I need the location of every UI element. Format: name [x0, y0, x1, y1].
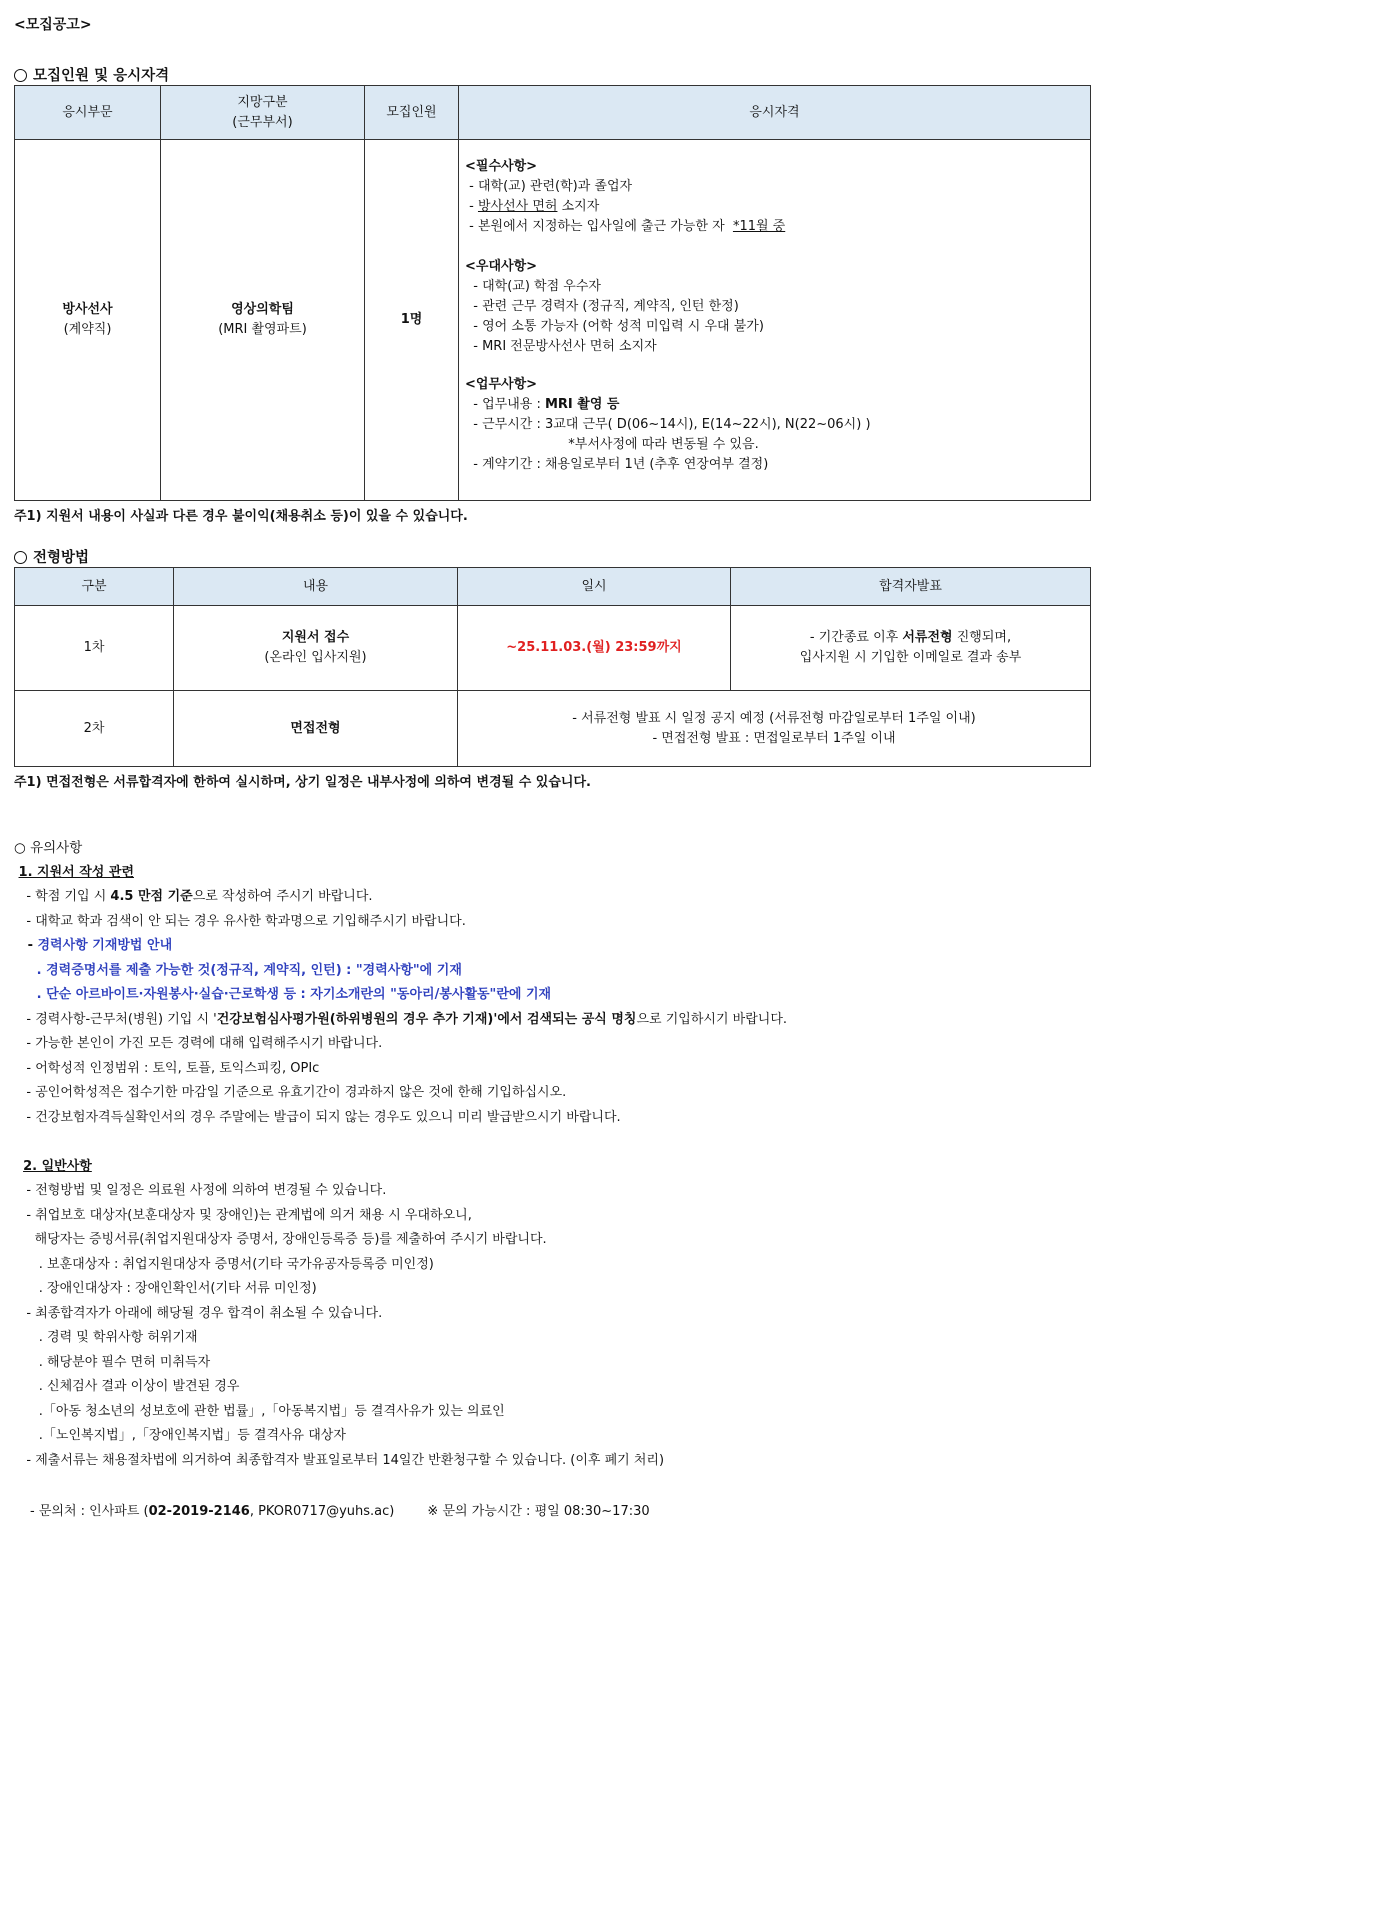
required-item-2	[465, 197, 1090, 217]
recruitment-row	[15, 140, 1091, 501]
stage-1-result-line2: 입사지원 시 기입한 이메일로 결과 송부	[799, 650, 1022, 665]
recruitment-note: 주1) 지원서 내용이 사실과 다른 경우 불이익(채용취소 등)이 있을 수 있습니다.	[14, 509, 468, 524]
duties-content-bold: MRI 촬영 등	[544, 397, 620, 412]
stage-1-content-sub: (온라인 입사지원)	[264, 650, 367, 665]
notice-line-suffix: 으로 작성하여 주시기 바랍니다.	[192, 889, 373, 904]
notice-line-career-simple: . 단순 아르바이트·자원봉사·실습·근로학생 등 : 자기소개란의 "동아리/봉사활동"란에 기재	[14, 987, 552, 1002]
notice-subsection-2-title-text: 2. 일반사항	[23, 1158, 92, 1174]
header-stage: 구분	[15, 568, 174, 606]
header-content: 내용	[174, 568, 458, 606]
header-date: 일시	[458, 568, 731, 606]
required-heading: <필수사항>	[465, 159, 538, 174]
section-recruitment-title	[14, 64, 169, 85]
notice-section	[14, 836, 1104, 1473]
header-division: 응시부문	[15, 86, 161, 140]
required-item-2-underlined: 방사선사 면허	[477, 199, 558, 214]
selection-table	[14, 567, 1091, 767]
notice-line: - 건강보험자격득실확인서의 경우 주말에는 발급이 되지 않는 경우도 있으니 미리 발급받으시기 바랍니다.	[14, 1109, 621, 1125]
notice-subsection-1-title-text: 1. 지원서 작성 관련	[18, 864, 134, 880]
header-department-line1: 지망구분	[237, 94, 288, 110]
department-part: (MRI 촬영파트)	[218, 322, 307, 337]
stage-2-schedule	[458, 691, 1091, 767]
notice-line: - 대학교 학과 검색이 안 되는 경우 유사한 학과명으로 기입해주시기 바랍니다.	[14, 913, 466, 929]
selection-row-1	[15, 606, 1091, 691]
notice-line-bold: 4.5 만점 기준	[110, 889, 193, 904]
notice-line: .「노인복지법」,「장애인복지법」등 결격사유 대상자	[14, 1428, 346, 1443]
division-name: 방사선사	[62, 302, 113, 317]
notice-line: - 공인어학성적은 접수기한 마감일 기준으로 유효기간이 경과하지 않은 것에 한해 기입하십시오.	[14, 1085, 567, 1100]
preferred-item: - MRI 전문방사선사 면허 소지자	[465, 339, 657, 354]
notice-line	[14, 885, 1104, 910]
cell-headcount: 1명	[365, 140, 459, 501]
stage-1-result-suffix: 진행되며,	[952, 630, 1012, 645]
required-item-3	[465, 217, 1090, 237]
required-item-2-prefix: -	[465, 199, 478, 214]
department-name: 영상의학팀	[231, 302, 294, 317]
duties-hours-note: *부서사정에 따라 변동될 수 있음.	[465, 437, 759, 452]
stage-1: 1차	[15, 606, 174, 691]
preferred-item: - 대학(교) 학점 우수자	[465, 279, 601, 294]
division-type: (계약직)	[63, 322, 112, 337]
notice-subsection-1-title	[14, 861, 1104, 886]
notice-subsection-2-title	[14, 1155, 1104, 1180]
required-item-3-underlined: *11월 중	[732, 219, 786, 234]
selection-row-2	[15, 691, 1091, 767]
notice-line: - 취업보호 대상자(보훈대상자 및 장애인)는 관계법에 의거 채용 시 우대하오니,	[14, 1207, 472, 1223]
preferred-heading: <우대사항>	[465, 259, 538, 274]
stage-2: 2차	[15, 691, 174, 767]
circle-bullet-icon	[14, 69, 27, 82]
stage-1-content	[174, 606, 458, 691]
notice-line: . 해당분야 필수 면허 미취득자	[14, 1354, 211, 1370]
stage-1-result-bold: 서류전형	[902, 630, 953, 645]
duties-hours: - 근무시간 : 3교대 근무( D(06~14시), E(14~22시), N(22~06시) )	[465, 417, 871, 432]
contact-info	[30, 1500, 650, 1519]
stage-1-result-line1	[732, 628, 1089, 648]
stage-1-date: ~25.11.03.(월) 23:59까지	[458, 606, 731, 691]
duties-heading: <업무사항>	[465, 377, 538, 392]
notice-line-career-certified: . 경력증명서를 제출 가능한 것(정규직, 계약직, 인턴) : "경력사항"에 기재	[14, 962, 462, 978]
header-department-line2: (근무부서)	[232, 114, 293, 130]
contact-email: , PKOR0717@yuhs.ac)	[249, 1504, 395, 1519]
duties-period: - 계약기간 : 채용일로부터 1년 (추후 연장여부 결정)	[465, 457, 769, 472]
selection-note: 주1) 면접전형은 서류합격자에 한하여 실시하며, 상기 일정은 내부사정에 의하여 변경될 수 있습니다.	[14, 775, 591, 790]
section-selection-title-text: 전형방법	[33, 550, 90, 566]
selection-header-row	[15, 568, 1091, 606]
cell-division	[15, 140, 161, 501]
stage-2-schedule-line1: - 서류전형 발표 시 일정 공지 예정 (서류전형 마감일로부터 1주일 이내)	[572, 710, 976, 726]
notice-line: - 최종합격자가 아래에 해당될 경우 합격이 취소될 수 있습니다.	[14, 1305, 383, 1321]
page-title: <모집공고>	[14, 17, 92, 33]
duties-content-prefix: - 업무내용 :	[465, 397, 545, 412]
stage-1-content-title: 지원서 접수	[281, 630, 350, 645]
preferred-item: - 영어 소통 가능자 (어학 성적 미입력 시 우대 불가)	[465, 319, 764, 334]
recruitment-header-row	[15, 86, 1091, 140]
section-selection-title	[14, 546, 89, 567]
notice-line: 해당자는 증빙서류(취업지원대상자 증명서, 장애인등록증 등)를 제출하여 주시기 바랍니다.	[14, 1232, 547, 1247]
notice-line: . 장애인대상자 : 장애인확인서(기타 서류 미인정)	[14, 1281, 317, 1296]
header-department	[161, 86, 365, 140]
notice-line: - 제출서류는 채용절차법에 의거하여 최종합격자 발표일로부터 14일간 반환청구할 수 있습니다. (이후 폐기 처리)	[14, 1452, 665, 1468]
notice-line-suffix: 으로 기입하시기 바랍니다.	[636, 1011, 788, 1027]
cell-department	[161, 140, 365, 501]
stage-2-content: 면접전형	[174, 691, 458, 767]
notice-line-prefix: - 학점 기입 시	[14, 889, 111, 904]
required-item-1: - 대학(교) 관련(학)과 졸업자	[465, 179, 633, 194]
contact-hours: ※ 문의 가능시간 : 평일 08:30~17:30	[427, 1504, 650, 1519]
stage-1-result	[731, 606, 1091, 691]
notice-title: ○ 유의사항	[14, 840, 83, 856]
stage-2-schedule-line2: - 면접전형 발표 : 면접일로부터 1주일 이내	[652, 730, 896, 746]
contact-phone: 02-2019-2146	[148, 1504, 250, 1519]
notice-line	[14, 1008, 1104, 1033]
circle-bullet-icon	[14, 551, 27, 564]
notice-line: . 신체검사 결과 이상이 발견된 경우	[14, 1379, 240, 1394]
cell-qualification	[459, 140, 1091, 501]
contact-prefix: - 문의처 : 인사파트 (	[30, 1504, 149, 1519]
required-item-2-suffix: 소지자	[557, 199, 600, 214]
notice-line: . 보훈대상자 : 취업지원대상자 증명서(기타 국가유공자등록증 미인정)	[14, 1256, 434, 1272]
notice-line-career-guide	[14, 934, 1104, 959]
required-item-3-prefix: - 본원에서 지정하는 입사일에 출근 가능한 자	[465, 219, 733, 234]
notice-line-bold: 건강보험심사평가원(하위병원의 경우 추가 기재)'에서 검색되는 공식 명칭	[216, 1011, 637, 1027]
section-recruitment-title-text: 모집인원 및 응시자격	[33, 68, 170, 84]
stage-1-result-prefix: - 기간종료 이후	[809, 630, 903, 645]
notice-line-prefix: - 경력사항-근무처(병원) 기입 시 '	[14, 1011, 217, 1027]
duties-content	[465, 395, 1090, 415]
career-guide-text: 경력사항 기재방법 안내	[37, 938, 173, 953]
header-qualification: 응시자격	[459, 86, 1091, 140]
notice-line: - 어학성적 인정범위 : 토익, 토플, 토익스피킹, OPIc	[14, 1060, 320, 1076]
notice-line: - 전형방법 및 일정은 의료원 사정에 의하여 변경될 수 있습니다.	[14, 1183, 387, 1198]
preferred-item: - 관련 근무 경력자 (정규직, 계약직, 인턴 한정)	[465, 299, 739, 314]
header-headcount: 모집인원	[365, 86, 459, 140]
notice-line: . 경력 및 학위사항 허위기재	[14, 1330, 198, 1345]
career-guide-dash: -	[14, 938, 38, 953]
notice-line: .「아동 청소년의 성보호에 관한 법률」,「아동복지법」등 결격사유가 있는 의료인	[14, 1403, 505, 1419]
header-result: 합격자발표	[731, 568, 1091, 606]
recruitment-table	[14, 85, 1091, 501]
notice-line: - 가능한 본인이 가진 모든 경력에 대해 입력해주시기 바랍니다.	[14, 1036, 383, 1051]
